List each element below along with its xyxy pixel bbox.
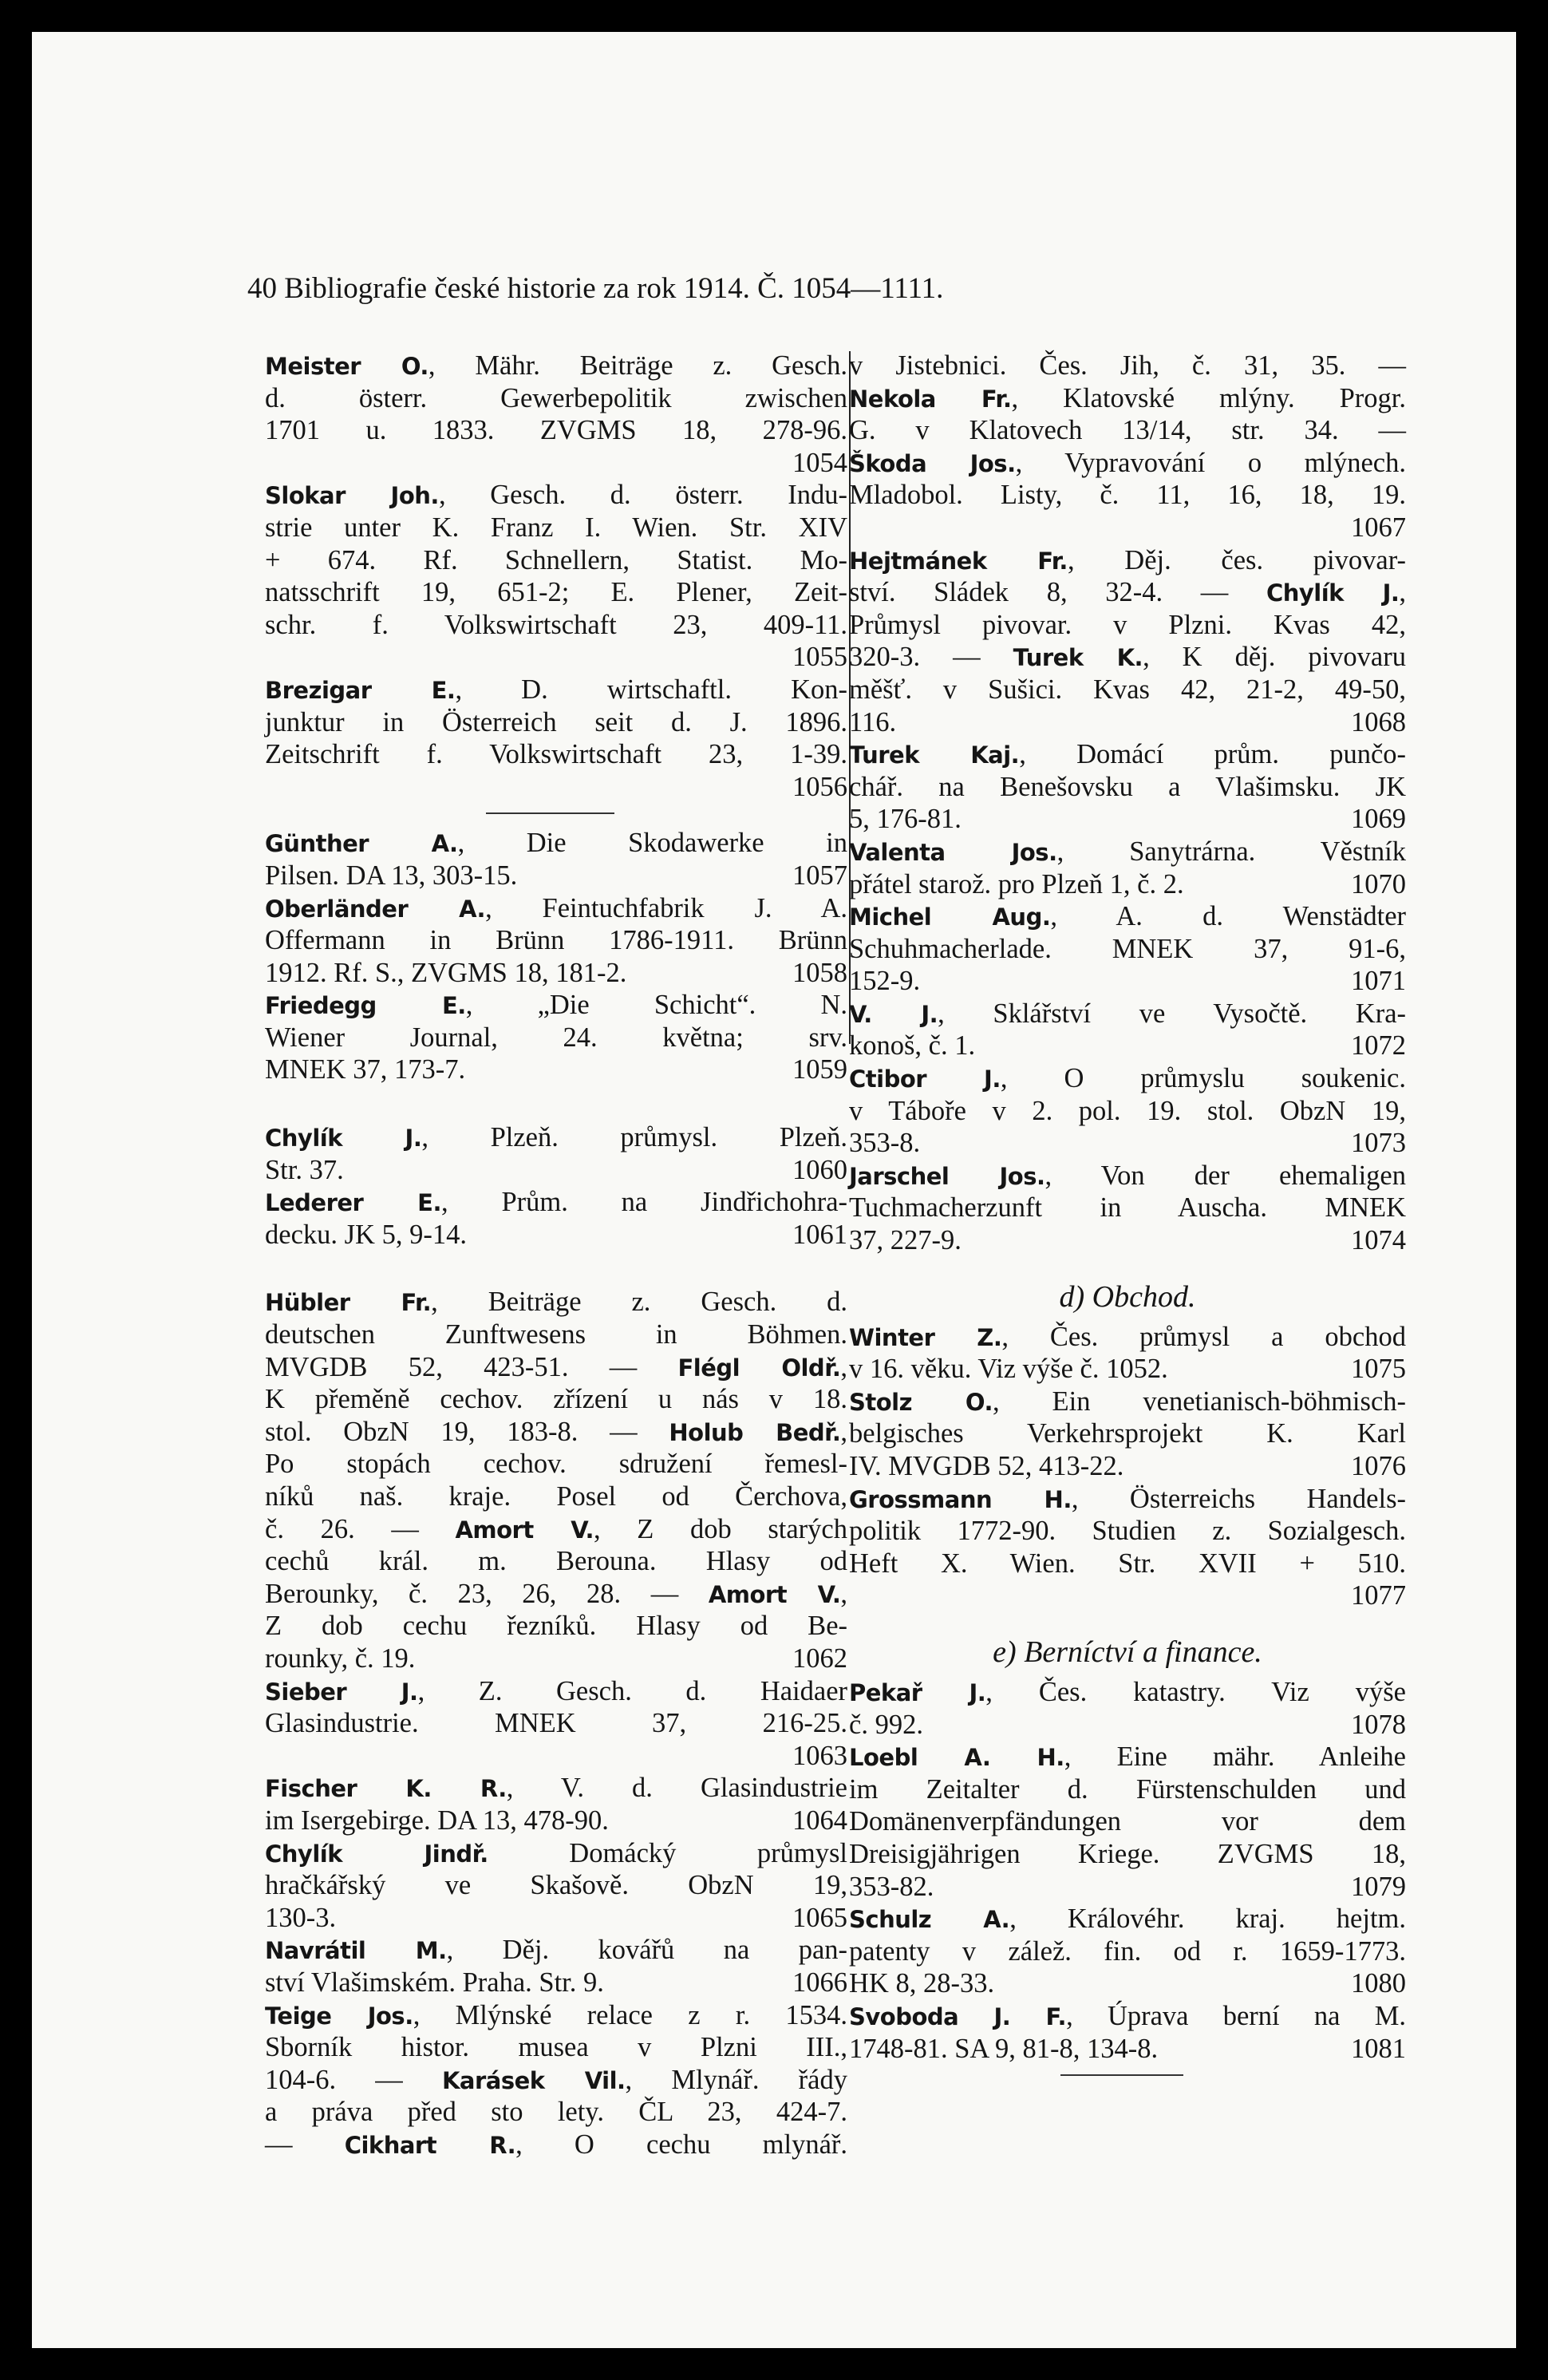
text-line	[265, 1545, 847, 1578]
line-text: Slokar Joh., Gesch. d. österr. Indu-	[265, 480, 847, 511]
text-line	[849, 544, 1406, 577]
line-text: natsschrift 19, 651-2; E. Plener, Zeit-	[265, 577, 847, 608]
text-line	[849, 576, 1406, 609]
text-line	[265, 706, 847, 739]
entry-number: 1055	[792, 642, 847, 673]
line-text: v 16. věku. Viz výše č. 1052.	[849, 1354, 1168, 1385]
author-name: Loebl A. H.	[849, 1744, 1064, 1772]
text-line	[265, 1837, 847, 1870]
line-text: hračkářský ve Skašově. ObzN 19,	[265, 1870, 847, 1901]
text-line	[265, 892, 847, 925]
line-text: přátel starož. pro Plzeň 1, č. 2.	[849, 868, 1184, 899]
text-line	[265, 1902, 847, 1935]
text-line	[265, 827, 847, 860]
text-line	[849, 1741, 1406, 1773]
text-line	[265, 860, 847, 892]
line-text: Glasindustrie. MNEK 37, 216-25.	[265, 1708, 847, 1739]
text-line	[265, 1481, 847, 1513]
author-name: Amort V.	[708, 1580, 841, 1608]
text-line	[265, 1513, 847, 1546]
text-line	[265, 544, 847, 577]
line-text: V. J., Sklářství ve Vysočtě. Kra-	[849, 998, 1406, 1029]
line-text: v Táboře v 2. pol. 19. stol. ObzN 19,	[849, 1095, 1406, 1126]
entry-gap	[265, 1251, 847, 1286]
text-line	[849, 998, 1406, 1030]
line-text: strie unter K. Franz I. Wien. Str. XIV	[265, 512, 847, 543]
text-line	[265, 989, 847, 1022]
text-line	[849, 447, 1406, 480]
text-line	[265, 576, 847, 609]
text-line	[849, 1871, 1406, 1904]
line-text: Průmysl pivovar. v Plzni. Kvas 42,	[849, 609, 1406, 640]
line-text: Pekař J., Čes. katastry. Viz výše	[849, 1676, 1406, 1707]
author-name: Karásek Vil.	[441, 2066, 626, 2094]
line-text: Teige Jos., Mlýnské relace z r. 1534.	[265, 1999, 847, 2030]
right-column	[849, 350, 1406, 2089]
line-text: Hejtmánek Fr., Děj. čes. pivovar-	[849, 544, 1406, 575]
text-line	[265, 1675, 847, 1708]
author-name: Brezigar E.	[265, 676, 456, 704]
entry-number: 1068	[1351, 706, 1406, 737]
line-text: Turek Kaj., Domácí prům. punčo-	[849, 739, 1406, 770]
line-text: Jarschel Jos., Von der ehemaligen	[849, 1160, 1406, 1191]
page-paper	[32, 32, 1516, 2348]
line-text: Mladobol. Listy, č. 11, 16, 18, 19.	[849, 480, 1406, 511]
line-text: Svoboda J. F., Úprava berní na M.	[849, 2000, 1406, 2031]
line-text: IV. MVGDB 52, 413-22.	[849, 1451, 1124, 1481]
author-name: Chylík Jindř.	[265, 1840, 488, 1868]
line-text: Offermann in Brünn 1786-1911. Brünn	[265, 925, 847, 956]
text-line	[265, 1054, 847, 1086]
text-line	[265, 2129, 847, 2161]
line-text: 320-3. — Turek K., K děj. pivovaru	[849, 642, 1406, 673]
line-text: Wiener Journal, 24. května; srv.	[265, 1022, 847, 1053]
text-line	[849, 771, 1406, 804]
text-line	[849, 1450, 1406, 1483]
line-text: Dreisigjährigen Kriege. ZVGMS 18,	[849, 1838, 1406, 1869]
line-text: im Isergebirge. DA 13, 478-90.	[265, 1805, 609, 1836]
line-text: K přeměně cechov. zřízení u nás v 18.	[265, 1384, 847, 1415]
line-text: politik 1772-90. Studien z. Sozialgesch.	[849, 1516, 1406, 1547]
author-name: Fischer K. R.	[265, 1775, 507, 1803]
line-text: Zeitschrift f. Volkswirtschaft 23, 1-39.	[265, 739, 847, 770]
text-line	[265, 738, 847, 771]
line-text: d. österr. Gewerbepolitik zwischen	[265, 382, 847, 413]
line-text: Lederer E., Prům. na Jindřichohra-	[265, 1187, 847, 1218]
line-text: Sborník histor. musea v Plzni III.,	[265, 2032, 847, 2063]
line-text: Michel Aug., A. d. Wenstädter	[849, 901, 1406, 932]
line-text: 104-6. — Karásek Vil., Mlynář. řády	[265, 2064, 847, 2095]
line-text: Fischer K. R., V. d. Glasindustrie	[265, 1773, 847, 1804]
author-name: Chylík J.	[1266, 579, 1400, 607]
author-name: Ctibor J.	[849, 1065, 1001, 1093]
author-name: Pekař J.	[849, 1678, 986, 1706]
line-text: 130-3.	[265, 1902, 337, 1933]
text-line	[265, 641, 847, 674]
text-line	[849, 1548, 1406, 1580]
author-name: Oberländer A.	[265, 895, 486, 923]
text-line	[849, 706, 1406, 739]
line-text: Nekola Fr., Klatovské mlýny. Progr.	[849, 382, 1407, 413]
text-line	[265, 479, 847, 512]
line-text: č. 992.	[849, 1709, 923, 1740]
text-line	[265, 1934, 847, 1967]
author-name: Jarschel Jos.	[849, 1162, 1045, 1190]
entry-number: 1065	[792, 1902, 847, 1933]
text-line	[849, 933, 1406, 966]
text-line	[849, 1709, 1406, 1742]
line-text: Pilsen. DA 13, 303-15.	[265, 860, 518, 891]
line-text: MVGDB 52, 423-51. — Flégl Oldř.,	[265, 1351, 847, 1382]
text-line	[849, 1386, 1406, 1418]
line-text: im Zeitalter d. Fürstenschulden und	[849, 1773, 1406, 1805]
line-text: konoš, č. 1.	[849, 1030, 976, 1062]
section-heading: d) Obchod.	[1059, 1279, 1196, 1314]
text-line	[265, 1869, 847, 1902]
line-text: MNEK 37, 173-7.	[265, 1054, 466, 1085]
line-text: Sieber J., Z. Gesch. d. Haidaer	[265, 1675, 847, 1706]
text-line	[265, 1416, 847, 1449]
line-text: Meister O., Mähr. Beiträge z. Gesch.	[265, 350, 847, 381]
text-line	[265, 1740, 847, 1773]
text-line	[849, 803, 1406, 836]
text-line	[265, 1448, 847, 1481]
entry-number: 1061	[792, 1219, 847, 1250]
line-text: Schulz A., Královéhr. kraj. hejtm.	[849, 1904, 1406, 1935]
entry-number: 1058	[792, 957, 847, 988]
line-text: 5, 176-81.	[849, 804, 962, 835]
line-text: Heft X. Wien. Str. XVII + 510.	[849, 1548, 1406, 1579]
entry-number: 1073	[1351, 1128, 1406, 1159]
line-text: Günther A., Die Skodawerke in	[265, 828, 847, 859]
line-text: Chylík Jindř. Domácký průmysl	[265, 1837, 847, 1868]
line-text: junktur in Österreich seit d. J. 1896.	[265, 706, 847, 737]
line-text: decku. JK 5, 9-14.	[265, 1219, 467, 1250]
line-text: patenty v zálež. fin. od r. 1659-1773.	[849, 1935, 1406, 1967]
line-text: 37, 227-9.	[849, 1225, 962, 1256]
author-name: Valenta Jos.	[849, 838, 1057, 866]
line-text: Stolz O., Ein venetianisch-böhmisch-	[849, 1386, 1406, 1417]
author-name: Günther A.	[265, 830, 458, 858]
author-name: Cikhart R.	[344, 2131, 516, 2159]
line-text: Škoda Jos., Vypravování o mlýnech.	[849, 447, 1406, 478]
left-column	[265, 350, 847, 2161]
text-line	[849, 2000, 1406, 2033]
author-name: V. J.	[849, 1000, 938, 1028]
line-text: 353-8.	[849, 1128, 921, 1159]
text-line	[849, 1321, 1406, 1354]
text-line	[849, 1483, 1406, 1516]
text-line	[849, 1515, 1406, 1548]
line-text: 116.	[849, 706, 897, 737]
line-text: Schuhmacherlade. MNEK 37, 91-6,	[849, 933, 1406, 964]
line-text: Po stopách cechov. sdružení řemesl-	[265, 1449, 847, 1480]
author-name: Winter Z.	[849, 1323, 1002, 1351]
line-text: HK 8, 28-33.	[849, 1968, 995, 1999]
line-text: Z dob cechu řezníků. Hlasy od Be-	[265, 1611, 847, 1642]
entry-number: 1081	[1351, 2033, 1406, 2064]
author-name: Flégl Oldř.	[677, 1354, 841, 1382]
line-text: + 674. Rf. Schnellern, Statist. Mo-	[265, 544, 847, 575]
entry-number: 1059	[792, 1054, 847, 1085]
line-text: Chylík J., Plzeň. průmysl. Plzeň.	[265, 1122, 847, 1153]
line-text: Domänenverpfändungen vor dem	[849, 1806, 1406, 1837]
entry-number: 1064	[792, 1805, 847, 1836]
author-name: Sieber J.	[265, 1678, 418, 1706]
entry-number: 1054	[792, 447, 847, 478]
entry-number: 1056	[792, 771, 847, 802]
text-line	[265, 1022, 847, 1054]
line-text: belgisches Verkehrsprojekt K. Karl	[849, 1418, 1406, 1449]
author-name: Navrátil M.	[265, 1937, 447, 1965]
author-name: Holub Bedř.	[669, 1418, 841, 1446]
text-line	[849, 1903, 1406, 1935]
author-name: Slokar Joh.	[265, 482, 439, 510]
line-text: Str. 37.	[265, 1154, 344, 1185]
text-line	[265, 1186, 847, 1219]
author-name: Nekola Fr.	[849, 385, 1012, 413]
text-line	[265, 957, 847, 990]
entry-number: 1080	[1351, 1968, 1406, 1999]
line-text: stol. ObzN 19, 183-8. — Holub Bedř.,	[265, 1416, 847, 1447]
text-line	[265, 1219, 847, 1251]
text-line	[849, 1579, 1406, 1612]
text-line	[849, 674, 1406, 706]
text-line	[265, 350, 847, 382]
author-name: Svoboda J. F.	[849, 2002, 1067, 2030]
text-line	[849, 1838, 1406, 1871]
line-text: Tuchmacherzunft in Auscha. MNEK	[849, 1192, 1406, 1224]
line-text: Loebl A. H., Eine mähr. Anleihe	[849, 1742, 1406, 1773]
line-text: chář. na Benešovsku a Vlašimsku. JK	[849, 771, 1406, 802]
line-text: níků naš. kraje. Posel od Čerchova,	[265, 1481, 847, 1512]
separator-rule	[849, 2065, 1406, 2089]
text-line	[849, 738, 1406, 771]
text-line	[265, 1999, 847, 2032]
text-line	[265, 1121, 847, 1154]
author-name: Amort V.	[455, 1516, 594, 1544]
text-line	[849, 641, 1406, 674]
author-name: Škoda Jos.	[849, 449, 1016, 477]
line-text: deutschen Zunftwesens in Böhmen.	[265, 1319, 847, 1350]
line-text: Oberländer A., Feintuchfabrik J. A.	[265, 892, 847, 923]
text-line	[265, 674, 847, 706]
text-line	[849, 350, 1406, 382]
entry-number: 1076	[1351, 1451, 1406, 1481]
line-text: Hübler Fr., Beiträge z. Gesch. d.	[265, 1287, 848, 1318]
author-name: Meister O.	[265, 353, 428, 380]
author-name: Stolz O.	[849, 1388, 993, 1416]
entry-gap	[265, 1086, 847, 1121]
text-line	[265, 1610, 847, 1643]
text-line	[265, 924, 847, 957]
text-line	[849, 1192, 1406, 1224]
author-name: Teige Jos.	[265, 2002, 413, 2030]
text-line	[849, 1030, 1406, 1062]
text-line	[849, 1095, 1406, 1128]
author-name: Chylík J.	[265, 1125, 422, 1152]
entry-number: 1060	[792, 1154, 847, 1185]
text-line	[265, 447, 847, 480]
text-line	[265, 1351, 847, 1384]
text-line	[265, 2031, 847, 2064]
entry-number: 1057	[792, 860, 847, 891]
text-line	[265, 1154, 847, 1187]
entry-number: 1072	[1351, 1030, 1406, 1062]
text-line	[265, 1643, 847, 1675]
text-line	[849, 1062, 1406, 1095]
line-text: ství. Sládek 8, 32-4. — Chylík J.,	[849, 577, 1407, 608]
entry-number: 1063	[792, 1740, 847, 1771]
entry-number: 1070	[1351, 868, 1406, 899]
text-line	[849, 1967, 1406, 2000]
text-line	[849, 1676, 1406, 1709]
line-text: schr. f. Volkswirtschaft 23, 409-11.	[265, 609, 847, 640]
text-line	[849, 1224, 1406, 1257]
text-line	[265, 1578, 847, 1611]
line-text: Ctibor J., O průmyslu soukenic.	[849, 1063, 1406, 1094]
line-text: rounky, č. 19.	[265, 1643, 416, 1674]
line-text: G. v Klatovech 13/14, str. 34. —	[849, 415, 1406, 446]
text-line	[849, 1353, 1406, 1386]
line-text: Winter Z., Čes. průmysl a obchod	[849, 1321, 1406, 1352]
separator-rule	[265, 803, 847, 827]
section-heading: e) Berníctví a finance.	[993, 1635, 1262, 1669]
text-line	[265, 1967, 847, 1999]
entry-number: 1079	[1351, 1871, 1406, 1902]
text-line	[849, 1773, 1406, 1806]
text-line	[849, 609, 1406, 642]
line-text: Friedegg E., „Die Schicht“. N.	[265, 990, 847, 1021]
text-line	[849, 512, 1406, 544]
entry-number: 1069	[1351, 804, 1406, 835]
text-line	[849, 479, 1406, 512]
text-line	[849, 1160, 1406, 1192]
text-line	[849, 1805, 1406, 1838]
line-text: Valenta Jos., Sanytrárna. Věstník	[849, 836, 1407, 867]
author-name: Schulz A.	[849, 1906, 1010, 1934]
line-text: měšť. v Sušici. Kvas 42, 21-2, 49-50,	[849, 674, 1406, 705]
entry-number: 1062	[792, 1643, 847, 1674]
line-text: Grossmann H., Österreichs Handels-	[849, 1483, 1406, 1514]
text-line	[265, 2096, 847, 2129]
text-line	[265, 2064, 847, 2097]
line-text: v Jistebnici. Čes. Jih, č. 31, 35. —	[849, 350, 1406, 381]
text-line	[265, 1286, 847, 1318]
text-line	[849, 1417, 1406, 1450]
line-text: Navrátil M., Děj. kovářů na pan-	[265, 1935, 847, 1966]
author-name: Turek Kaj.	[849, 741, 1020, 769]
line-text: 152-9.	[849, 966, 921, 997]
entry-number: 1066	[792, 1967, 847, 1998]
line-text: 1701 u. 1833. ZVGMS 18, 278-96.	[265, 415, 847, 446]
line-text: a práva před sto lety. ČL 23, 424-7.	[265, 2097, 847, 2128]
entry-number: 1077	[1351, 1580, 1406, 1611]
text-line	[849, 836, 1406, 868]
line-text: ství Vlašimském. Praha. Str. 9.	[265, 1967, 604, 1998]
author-name: Friedegg E.	[265, 992, 466, 1020]
author-name: Hejtmánek Fr.	[849, 547, 1068, 575]
text-line	[265, 1805, 847, 1837]
author-name: Grossmann H.	[849, 1485, 1072, 1513]
line-text: — Cikhart R., O cechu mlynář.	[265, 2129, 848, 2160]
text-line	[265, 382, 847, 415]
author-name: Hübler Fr.	[265, 1289, 432, 1317]
entry-number: 1074	[1351, 1225, 1406, 1256]
author-name: Lederer E.	[265, 1189, 441, 1217]
line-text: 1912. Rf. S., ZVGMS 18, 181-2.	[265, 957, 627, 988]
text-line	[265, 609, 847, 642]
text-line	[265, 512, 847, 544]
author-name: Turek K.	[1013, 644, 1143, 672]
text-line	[265, 414, 847, 447]
line-text: cechů král. m. Berouna. Hlasy od	[265, 1546, 847, 1577]
text-line	[849, 900, 1406, 933]
text-line	[849, 1935, 1406, 1968]
author-name: Michel Aug.	[849, 903, 1051, 931]
line-text: Brezigar E., D. wirtschaftl. Kon-	[265, 674, 847, 705]
line-text: Berounky, č. 23, 26, 28. — Amort V.,	[265, 1578, 847, 1609]
text-line	[849, 868, 1406, 901]
page-header: 40 Bibliografie české historie za rok 1914. Č. 1054—1111.	[247, 272, 944, 305]
entry-number: 1067	[1351, 512, 1406, 543]
line-text: 353-82.	[849, 1871, 934, 1902]
entry-number: 1071	[1351, 966, 1406, 997]
text-line	[265, 771, 847, 804]
text-line	[265, 1707, 847, 1740]
text-line	[265, 1318, 847, 1351]
text-line	[265, 1772, 847, 1805]
text-line	[849, 414, 1406, 447]
line-text: č. 26. — Amort V., Z dob starých	[265, 1513, 847, 1544]
text-line	[849, 1127, 1406, 1160]
text-line	[265, 1383, 847, 1416]
entry-number: 1075	[1351, 1354, 1406, 1385]
text-line	[849, 2033, 1406, 2066]
text-line	[849, 965, 1406, 998]
line-text: 1748-81. SA 9, 81-8, 134-8.	[849, 2033, 1159, 2064]
text-line	[849, 382, 1406, 415]
entry-number: 1078	[1351, 1709, 1406, 1740]
